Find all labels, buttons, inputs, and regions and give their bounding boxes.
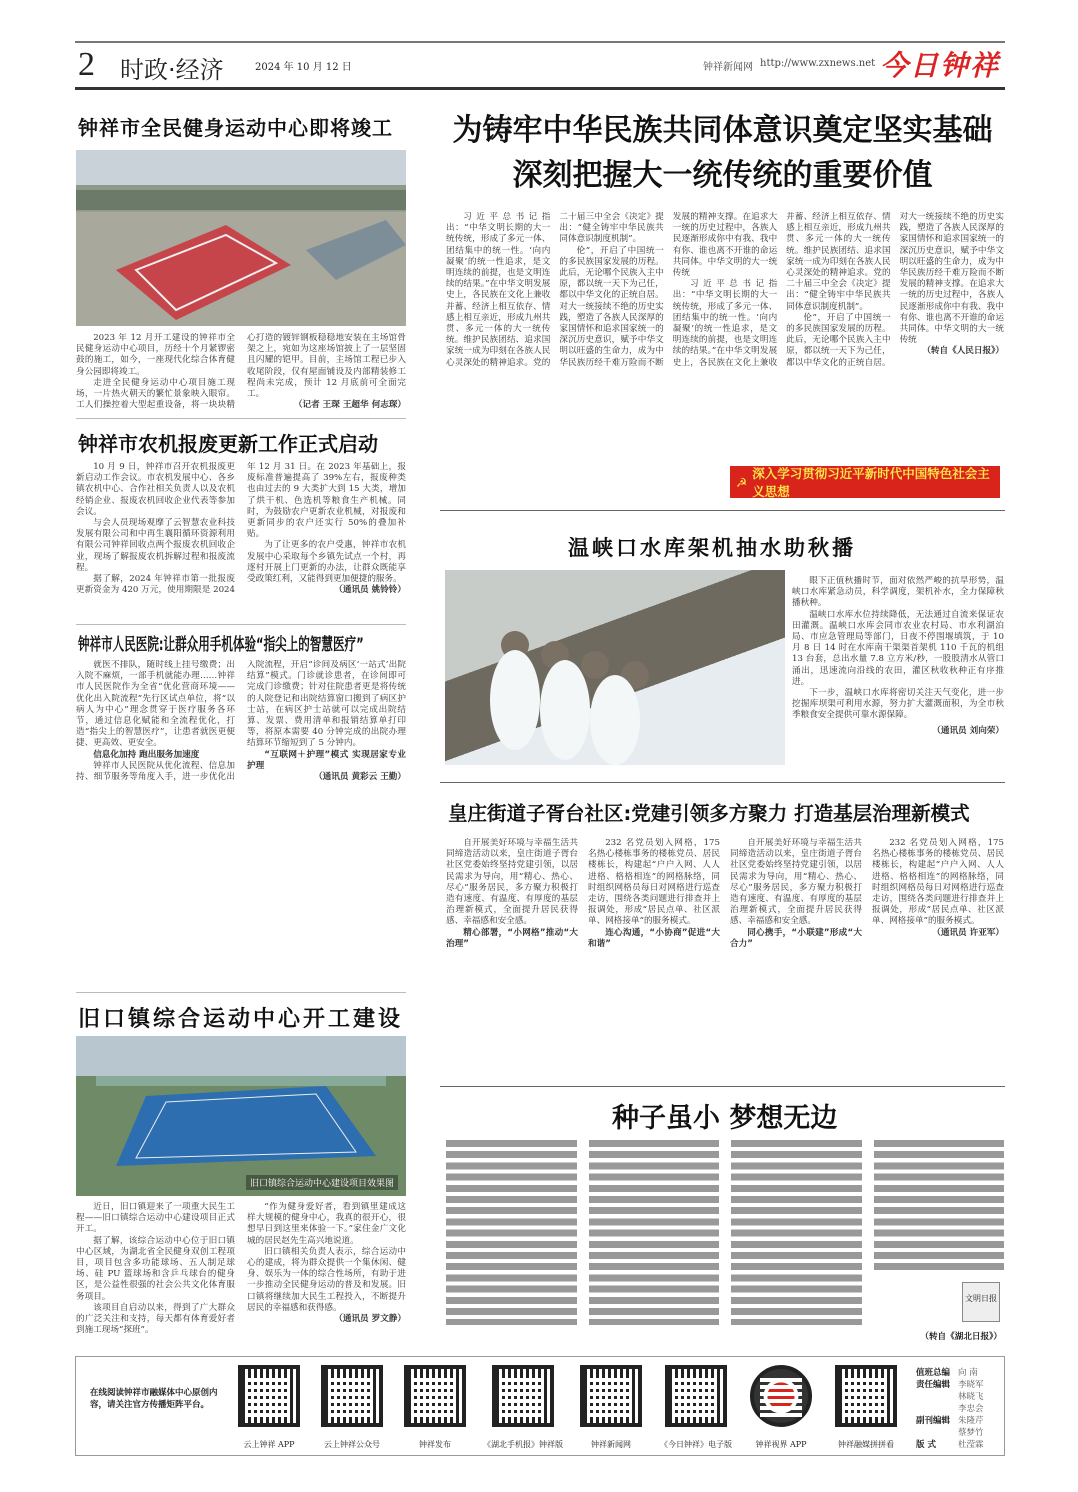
footer-media-matrix (75, 1356, 1005, 1456)
article-title-farm: 钟祥市农机报废更新工作正式启动 (78, 432, 378, 456)
theme-banner: ☭ 深入学习贯彻习近平新时代中国特色社会主义思想 (730, 466, 1000, 498)
newspaper-logo: 今日钟祥 (880, 49, 1001, 82)
article-body-reservoir: 眼下正值秋播时节，面对依然严峻的抗旱形势，温峡口水库紧急动员，科学调度，架机补水，全力保障秋播秋种。 温峡口水库水位持续降低，无法通过自流来保证农田灌溉。温峡口水库会同市农业农村局、市水利湖泊局、市应急管理局等部门，日夜不停围堰填筑，于 10 月 8 日 14 时在水库南干渠渠首架机 110 千瓦的机组 13 台套，总出水量 7.8 立方米/秒，一股股清水从管口涌出，迅速流向沿线的农田，灌区秋收秋种正有序推进。 下一步，温峡口水库将密切关注天气变化，进一步挖掘库坝渠可利用水源，努力扩大灌溉面积，为全市秋季粮食安全提供可靠水源保障。 （通讯员 刘向荣） (792, 576, 1004, 736)
article-body-jiukou: 近日，旧口镇迎来了一项重大民生工程——旧口镇综合运动中心建设项目正式开工。 据了解，该综合运动中心位于旧口镇中心区域，为湖北省全民健身双创工程项目，项目包含多功能球场、五人制足球场、硅 PU 篮球场和含乒乓球台的健身区，是公益性很强的社会公共文化体育服务项目。 该项目自启动以来，得到了广大群众的广泛关注和支持，每天都有体育爱好者到施工现场“探班”。 “作为健身爱好者，看到镇里建成这样大规模的健身中心，我真的很开心，很想早日到这里来体验一下。”家住金广文化城的居民赵先生高兴地说道。 旧口镇相关负责人表示，综合运动中心的建成，将为群众提供一个集休闲、健身、娱乐为一体的综合性场所，有助于进一步推动全民健身运动的普及和发展。旧口镇将继续加大民生工程投入，不断提升居民的幸福感和获得感。 （通讯员 罗文静） (76, 1202, 406, 1336)
article-title-fitness: 钟祥市全民健身运动中心即将竣工 (78, 116, 393, 140)
article-title-seed: 种子虽小 梦想无边 (612, 1103, 838, 1134)
divider (440, 510, 1005, 511)
qr-code[interactable]: 钟祥发布 (402, 1365, 468, 1450)
divider (76, 624, 406, 625)
footer-intro: 在线阅读钟祥市融媒体中心原创内容，请关注官方传播矩阵平台。 (90, 1388, 218, 1410)
mini-program-code[interactable]: 钟祥视界 APP (748, 1365, 814, 1450)
article-title-huangzhuang: 皇庄街道子胥台社区:党建引领多方聚力 打造基层治理新模式 (448, 802, 970, 825)
article-body-farm: 10 月 9 日，钟祥市召开农机报废更新启动工作会议。市农机发展中心、各乡镇农机中心、合作社相关负责人以及农机经销企业、报废农机回收企业代表等参加会议。 与会人员现场观摩了云智慧农业科技发展有限公司和中再生襄阳循环资源利用有限公司钟祥回收点两个报废农机回收企业，现场了解报废农机拆解过程和报废流程。 据了解，2024 年钟祥市第一批报废更新资金为 420 万元，使用期限是 2024 年 12 月 31 日。在 2023 年基础上，报废标准普遍提高了 39%左右，报废种类也由过去的 9 大类扩大到 15 大类，增加了烘干机、色选机等粮食生产机械。同时，为鼓励农户更新农业机械，对报废和更新同步的农户还实行 50%的叠加补贴。 为了让更多的农户受惠，钟祥市农机发展中心采取每个乡镇先试点一个村，再逐村开展上门更新的办法，让群众既能享受政策红利，又能得到更加便捷的服务。 （通讯员 姚铃铃） (76, 462, 406, 596)
qr-code[interactable]: 云上钟祥 APP (236, 1365, 302, 1450)
page-number: 2 (78, 46, 95, 83)
issue-date: 2024 年 10 月 12 日 (255, 62, 352, 73)
byline-seed: （转自《湖北日报》） (870, 1330, 1002, 1342)
article-body-unity: 习近平总书记指出：“中华文明长期的大一统传统，形成了多元一体、团结集中的统一性。‘向内凝聚’的统一性追求，是文明连续的前提，也是文明连续的结果。”在中华文明发展史上，各民族在文化上兼收并蓄、经济上相互依存、情感上相互亲近，形成九州共贯、多元一体的大一统传统。维护民族团结、追求国家统一成为印刻在各族人民心灵深处的精神追求。党的二十届三中全会《决定》提出：“健全铸牢中华民族共同体意识制度机制”。 伦”，开启了中国统一的多民族国家发展的历程。此后，无论哪个民族入主中原，都以统一天下为己任，都以中华文化的正统自居。对大一统接续不绝的历史实践，塑造了各族人民深厚的家国情怀和追求国家统一的深沉历史意识，赋予中华文明以旺盛的生命力，成为中华民族历经千难万险而不断发展的精神支撑。在追求大一统的历史过程中，各族人民逐渐形成你中有我、我中有你、谁也离不开谁的命运共同体。中华文明的大一统传统 习近平总书记指出：“中华文明长期的大一统传统，形成了多元一体、团结集中的统一性。‘向内凝聚’的统一性追求，是文明连续的前提，也是文明连续的结果。”在中华文明发展史上，各民族在文化上兼收并蓄、经济上相互依存、情感上相互亲近，形成九州共贯、多元一体的大一统传统。维护民族团结、追求国家统一成为印刻在各族人民心灵深处的精神追求。党的二十届三中全会《决定》提出：“健全铸牢中华民族共同体意识制度机制”。 伦”，开启了中国统一的多民族国家发展的历程。此后，无论哪个民族入主中原，都以统一天下为己任，都以中华文化的正统自居。对大一统接续不绝的历史实践，塑造了各族人民深厚的家国情怀和追求国家统一的深沉历史意识，赋予中华文明以旺盛的生命力，成为中华民族历经千难万险而不断发展的精神支撑。在追求大一统的历史过程中，各族人民逐渐形成你中有我、我中有你、谁也离不开谁的命运共同体。中华文明的大一统传统 （转自《人民日报》） (446, 212, 1004, 368)
fitness-center-photo (76, 150, 406, 326)
reservoir-pumping-photo (445, 570, 785, 765)
divider (76, 418, 406, 419)
divider (76, 992, 406, 993)
article-body-fitness: 2023 年 12 月开工建设的钟祥市全民健身运动中心项目，历经十个月紧锣密鼓的施工，如今，一座现代化综合体育健身公园即将竣工。 走进全民健身运动中心项目施工现场，一片热火朝天的繁忙景象映入眼帘。工人们操控着大型起重设备，将一块块精心打造的镀锌钢板稳稳地安装在主场馆骨架之上，宛如为这座场馆披上了一层坚固且闪耀的铠甲。目前，主场馆工程已步入收尾阶段，仅有屋面铺设及内部精装修工程尚未完成，预计 12 月底前可全面完工。 （记者 王琛 王超华 何志琛） (76, 333, 406, 411)
article-body-hospital: 就医不排队，随时线上挂号缴费；出入院不麻烦，一部手机就能办理……钟祥市人民医院作为全省“优化营商环境——优化出入院流程”先行区试点单位，将“以病人为中心”理念贯穿于医疗服务各环节，通过信息化赋能和全流程优化，打造“指尖上的智慧医疗”，让患者就医更便捷、更高效、更安全。 信息化加持 跑出服务加速度 钟祥市人民医院从优化流程、信息加持、细节服务等角度入手，进一步优化出入院流程，开启“诊间及病区‘一站式’出院结算”模式。门诊就诊患者，在诊间即可完成门诊缴费；针对住院患者更是将传统的人院登记和出院结算窗口搬到了病区护士站，在病区护士站就可以完成出院结算、发票、费用清单和报销结算单打印等，将原本需要 40 分钟完成的出院办理结算环节缩短到了 5 分钟内。 “互联网＋护理”模式 实现居家专业护理 （通讯员 黄彩云 王勤） (76, 660, 406, 783)
article-title-hospital: 钟祥市人民医院:让群众用手机体验“指尖上的智慧医疗” (78, 635, 364, 655)
article-title-reservoir: 温峡口水库架机抽水助秋播 (568, 535, 856, 560)
article-title-jiukou: 旧口镇综合运动中心开工建设 (78, 1006, 404, 1032)
article-body-huangzhuang: 自开展美好环境与幸福生活共同缔造活动以来，皇庄街道子胥台社区党委始终坚持党建引领，以居民需求为导向，用“精心、热心、尽心”服务居民，多方聚力积极打造有速度、有温度、有厚度的基层治理新模式，全面提升居民获得感、幸福感和安全感。 精心部署，“小网格”推动“大治理” 232 名党员划入网格，175 名热心楼栋事务的楼栋党员、居民楼栋长，构建起“户户入网、人人进格、格格相连”的网格脉络，同时组织网格员每日对网格进行巡查走访，围绕各类问题进行排查并上报调处，形成“居民点单、社区派单、网格接单”的服务模式。 连心沟通，“小协商”促进“大和谐” 自开展美好环境与幸福生活共同缔造活动以来，皇庄街道子胥台社区党委始终坚持党建引领，以居民需求为导向，用“精心、热心、尽心”服务居民，多方聚力积极打造有速度、有温度、有厚度的基层治理新模式，全面提升居民获得感、幸福感和安全感。 同心携手，“小联建”形成“大合力” 232 名党员划入网格，175 名热心楼栋事务的楼栋党员、居民楼栋长，构建起“户户入网、人人进格、格格相连”的网格脉络，同时组织网格员每日对网格进行巡查走访，围绕各类问题进行排查并上报调处，形成“居民点单、社区派单、网格接单”的服务模式。 （通讯员 许亚军） (446, 838, 1004, 949)
header-rule-thick (75, 87, 1005, 90)
image-caption: 旧口镇综合运动中心建设项目效果图 (246, 1175, 398, 1190)
editorial-staff: 值班总编 向 南 责任编辑 李晓军 林晓飞 李忠会 副刊编辑 朱隆芹 蔡梦竹 版 式 杜滢霖 (916, 1368, 984, 1450)
header-rule (75, 41, 1005, 43)
jiukou-rendering-image (76, 1036, 406, 1196)
divider (440, 782, 1005, 783)
qr-code[interactable]: 云上钟祥公众号 (319, 1365, 385, 1450)
section-title: 时政·经济 (120, 56, 224, 84)
article-body-seed (446, 1140, 1004, 1325)
column-stamp: 文明日报 (962, 1282, 1000, 1322)
qr-code[interactable]: 《今日钟祥》电子版 (663, 1365, 729, 1450)
qr-code[interactable]: 钟祥融媒拼拼看 (833, 1365, 899, 1450)
divider (440, 1086, 1005, 1087)
qr-code[interactable]: 《湖北手机报》钟祥版 (490, 1365, 556, 1450)
site-url[interactable]: http://www.zxnews.net (760, 58, 876, 69)
qr-code[interactable]: 钟祥新闻网 (578, 1365, 644, 1450)
site-name: 钟祥新闻网 (703, 62, 753, 73)
lead-article-title: 为铸牢中华民族共同体意识奠定坚实基础 深刻把握大一统传统的重要价值 (452, 113, 993, 193)
party-emblem-icon: ☭ (736, 474, 748, 490)
